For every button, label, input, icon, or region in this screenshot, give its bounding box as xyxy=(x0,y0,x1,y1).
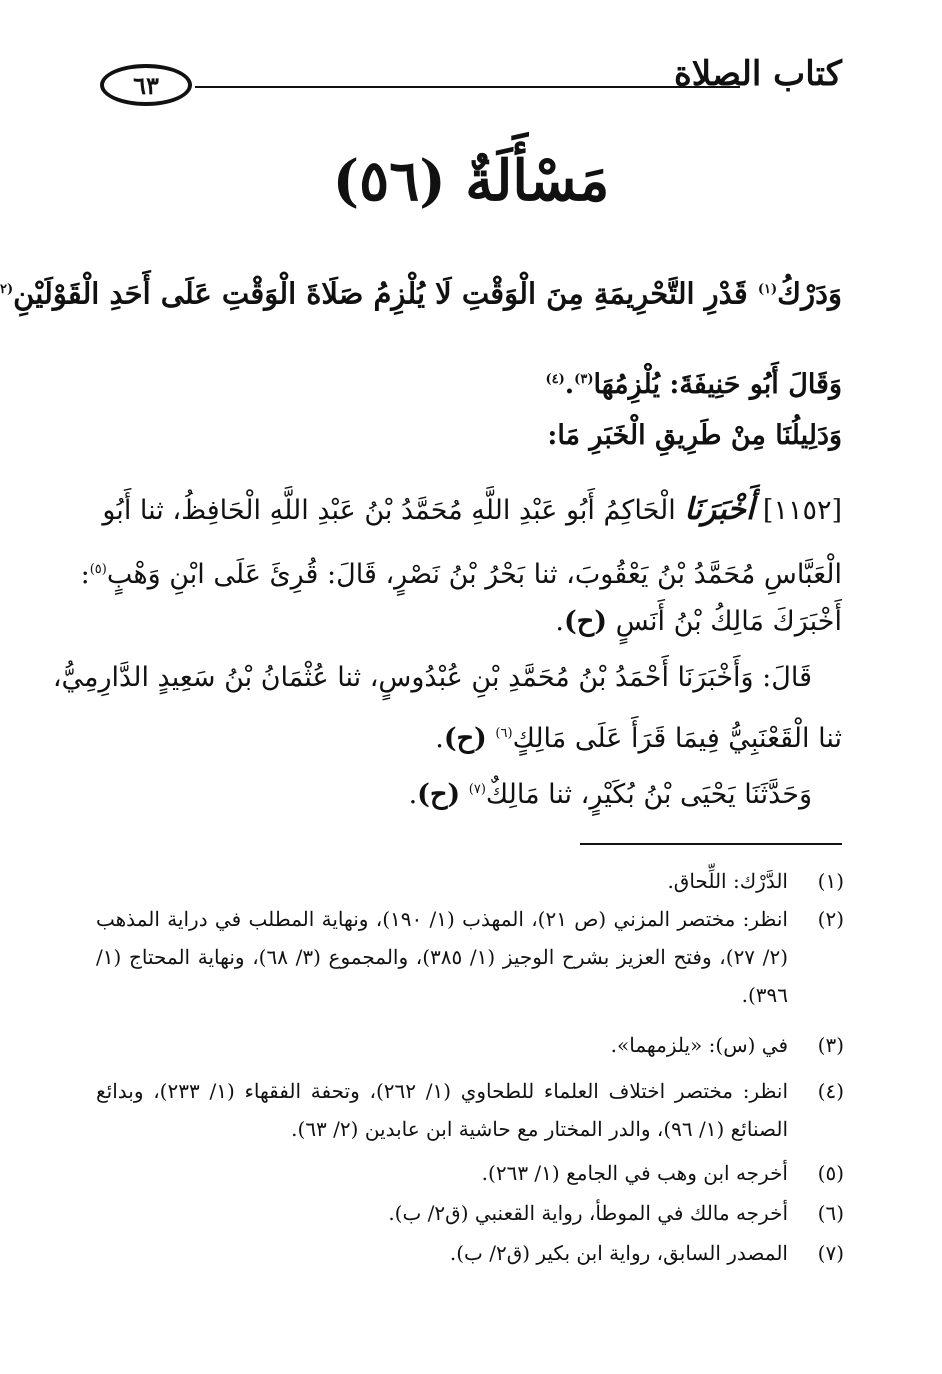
hanifa-end: . xyxy=(564,369,575,400)
footnote-number: (١) xyxy=(817,869,844,893)
hadith-line-6-end: . xyxy=(408,779,418,810)
hadith-line-5-text: ثنا الْقَعْنَبِيُّ فِيمَا قَرَأَ عَلَى مَالِكٍ xyxy=(512,723,842,754)
footnote xyxy=(96,1234,844,1272)
footnote-separator xyxy=(580,843,842,845)
footnote-ref-7[interactable]: (٧) xyxy=(468,782,486,797)
footnote-text: الدَّرْك: اللِّحاق. xyxy=(667,869,788,893)
hadith-line-5-end: . xyxy=(435,723,444,754)
hadith-line-3-end: . xyxy=(555,606,564,637)
footnote-number: (٢) xyxy=(817,907,844,931)
footnote-number: (٥) xyxy=(817,1161,844,1185)
footnote-ref-1[interactable]: (١) xyxy=(757,282,778,297)
abu-hanifa-opinion xyxy=(100,360,842,405)
footnote xyxy=(96,1154,844,1192)
hadith-line-4: قَالَ: وَأَخْبَرَنَا أَحْمَدُ بْنُ مُحَمَّدِ بْنِ عُبْدُوسٍ، ثنا عُثْمَانُ بْنُ سَعِيدٍ الدَّارِمِيُّ، xyxy=(52,662,812,693)
footnote xyxy=(96,1026,844,1064)
hadith-line-2-end: : xyxy=(80,559,90,590)
ruling-text-2: قَدْرِ التَّحْرِيمَةِ مِنَ الْوَقْتِ لَا يُلْزِمُ صَلَاةَ الْوَقْتِ عَلَى أَحَدِ الْقَوْلَيْنِ xyxy=(13,276,758,311)
tahwil-mark: (ح) xyxy=(564,606,607,637)
hanifa-text: وَقَالَ أَبُو حَنِيفَةَ: يُلْزِمُهَا xyxy=(593,369,842,400)
footnote-text: أخرجه مالك في الموطأ، رواية القعنبي (ق٢/ ب). xyxy=(388,1201,788,1225)
footnote-ref-6[interactable]: (٦) xyxy=(495,726,513,741)
hadith-line-3-text: أَخْبَرَكَ مَالِكُ بْنُ أَنَسٍ xyxy=(615,606,842,637)
hadith-line-3 xyxy=(100,602,842,642)
footnote xyxy=(96,900,844,1014)
ruling-statement xyxy=(0,270,842,314)
hadith-line-2 xyxy=(80,550,842,595)
header-rule xyxy=(195,86,740,88)
hadith-line-5 xyxy=(100,714,842,759)
footnote-text: أخرجه ابن وهب في الجامع (١/ ٢٦٣). xyxy=(481,1161,788,1185)
footnote-number: (٦) xyxy=(817,1201,844,1225)
footnote xyxy=(96,862,844,900)
issue-title: مَسْأَلَةٌ (٥٦) xyxy=(332,148,610,214)
footnote-ref-3[interactable]: (٣) xyxy=(574,372,594,387)
footnote-text: في (س): «يلزمهما». xyxy=(610,1033,788,1057)
footnote-text: انظر: مختصر اختلاف العلماء للطحاوي (١/ ٢٦٢)، وتحفة الفقهاء (١/ ٢٣٣)، وبدائع الصنائع (١/ ٩٦)، والدر المختار مع حاشية ابن عابدين (٢/ ٦٣). xyxy=(96,1079,788,1141)
footnote-number: (٣) xyxy=(817,1033,844,1057)
footnote-ref-2[interactable]: (٢ xyxy=(0,282,14,297)
akhbarana-word: أَخْبَرَنَا xyxy=(684,492,755,527)
page-number xyxy=(100,64,192,106)
hadith-line-1-text: الْحَاكِمُ أَبُو عَبْدِ اللَّهِ مُحَمَّدُ بْنُ عَبْدِ اللَّهِ الْحَافِظُ، ثنا أَبُو xyxy=(102,495,685,526)
footnote xyxy=(96,1072,844,1148)
footnote-ref-4[interactable]: (٤) xyxy=(545,372,565,387)
hadith-line-6 xyxy=(100,770,812,815)
tahwil-mark: (ح) xyxy=(443,723,487,754)
footnote-text: المصدر السابق، رواية ابن بكير (ق٢/ ب). xyxy=(449,1241,788,1265)
page-number-text: ٦٣ xyxy=(133,70,159,100)
hadith-line-2-text: الْعَبَّاسِ مُحَمَّدُ بْنُ يَعْقُوبَ، ثنا بَحْرُ بْنُ نَصْرٍ، قَالَ: قُرِئَ عَلَى ابْنِ وَهْبٍ xyxy=(106,559,842,590)
ruling-text-1: وَدَرْكُ xyxy=(777,276,842,311)
footnote-ref-5[interactable]: (٥) xyxy=(89,562,107,577)
tahwil-mark: (ح) xyxy=(417,779,461,810)
footnote-number: (٧) xyxy=(817,1241,844,1265)
hadith-line-6-text: وَحَدَّثَنَا يَحْيَى بْنُ بُكَيْرٍ، ثنا مَالِكٌ xyxy=(485,779,812,810)
footnote-text: انظر: مختصر المزني (ص ٢١)، المهذب (١/ ١٩٠)، ونهاية المطلب في دراية المذهب (٢/ ٢٧)، وفتح العزيز بشرح الوجيز (١/ ٣٨٥)، والمجموع (٣/ ٦٨)، ونهاية المحتاج (١/ ٣٩٦). xyxy=(96,907,788,1007)
hadith-number: [١١٥٢] xyxy=(762,495,842,526)
evidence-intro: وَدَلِيلُنَا مِنْ طَرِيقِ الْخَبَرِ مَا: xyxy=(547,420,842,451)
hadith-line-1 xyxy=(100,490,842,531)
footnote xyxy=(96,1194,844,1232)
footnote-number: (٤) xyxy=(817,1079,844,1103)
running-title: كتاب الصلاة xyxy=(673,54,842,94)
